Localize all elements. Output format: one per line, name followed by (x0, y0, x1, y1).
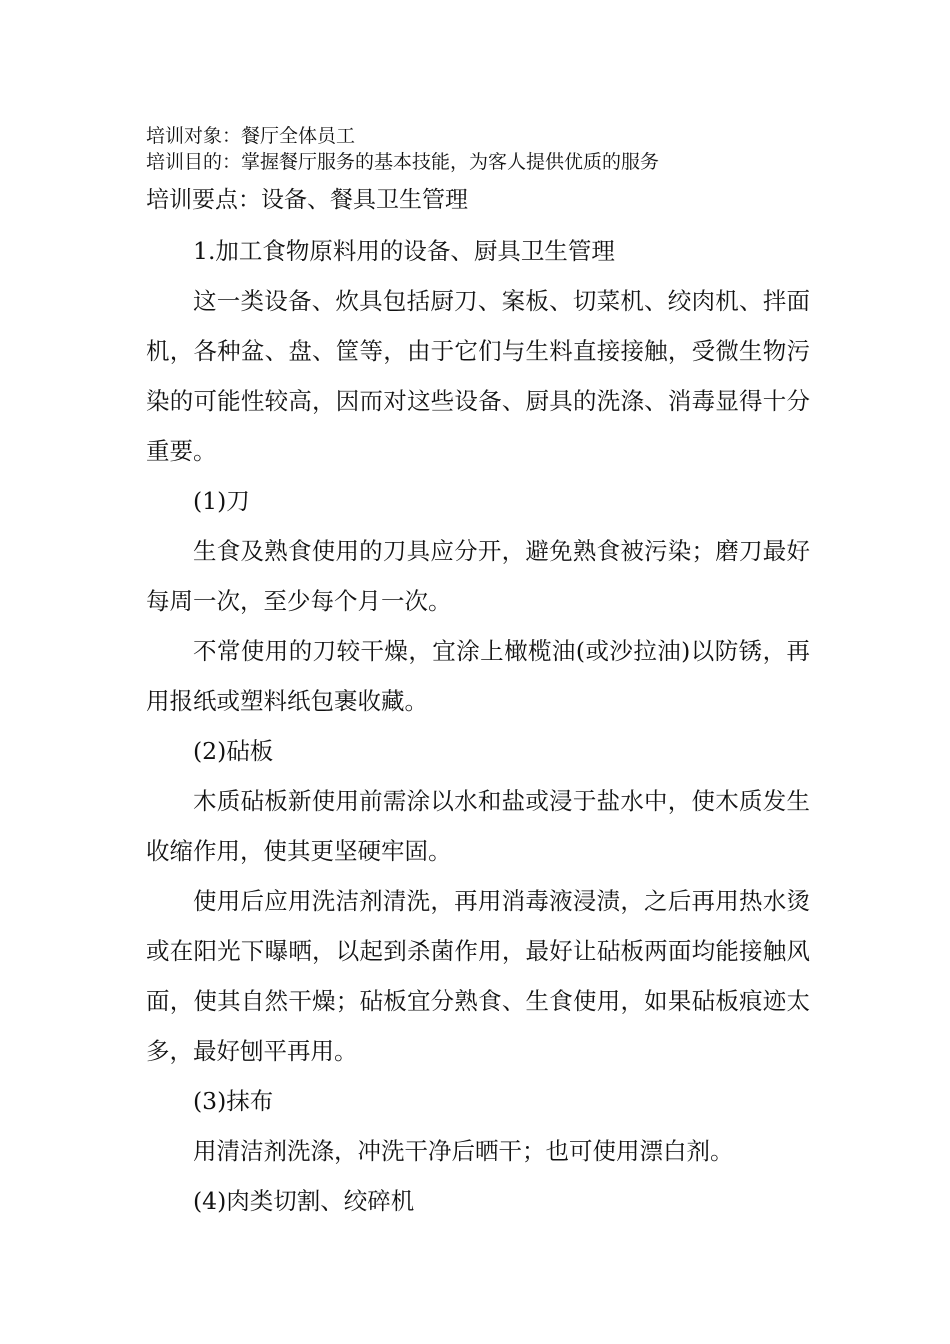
knife-paragraph-1: 生食及熟食使用的刀具应分开，避免熟食被污染；磨刀最好每周一次，至少每个月一次。 (146, 537, 810, 615)
board-heading: (2)砧板 (193, 737, 274, 765)
training-key-points: 培训要点：设备、餐具卫生管理 (146, 187, 468, 213)
cloth-paragraph-1: 用清洁剂洗涤，冲洗干净后晒干；也可使用漂白剂。 (193, 1137, 734, 1165)
board-paragraph-2: 使用后应用洗洁剂清洗，再用消毒液浸渍，之后再用热水烫或在阳光下曝晒，以起到杀菌作用，最好让砧板两面均能接触风面，使其自然干燥；砧板宜分熟食、生食使用，如果砧板痕迹太多，最好刨平再用。 (146, 887, 810, 1065)
intro-paragraph: 这一类设备、炊具包括厨刀、案板、切菜机、绞肉机、拌面机，各种盆、盘、筐等，由于它们与生料直接接触，受微生物污染的可能性较高，因而对这些设备、厨具的洗涤、消毒显得十分重要。 (146, 287, 810, 465)
meat-machine-heading: (4)肉类切割、绞碎机 (193, 1187, 415, 1215)
board-paragraph-1: 木质砧板新使用前需涂以水和盐或浸于盐水中，使木质发生收缩作用，使其更坚硬牢固。 (146, 787, 810, 865)
document-body (146, 226, 810, 1226)
training-target: 培训对象：餐厅全体员工 (146, 125, 356, 147)
knife-heading: (1)刀 (193, 487, 250, 515)
cloth-heading: (3)抹布 (193, 1087, 274, 1115)
training-purpose: 培训目的：掌握餐厅服务的基本技能，为客人提供优质的服务 (146, 151, 660, 173)
knife-paragraph-2: 不常使用的刀较干燥，宜涂上橄榄油(或沙拉油)以防锈，再用报纸或塑料纸包裹收藏。 (146, 637, 810, 715)
section-title: 1.加工食物原料用的设备、厨具卫生管理 (193, 237, 615, 265)
